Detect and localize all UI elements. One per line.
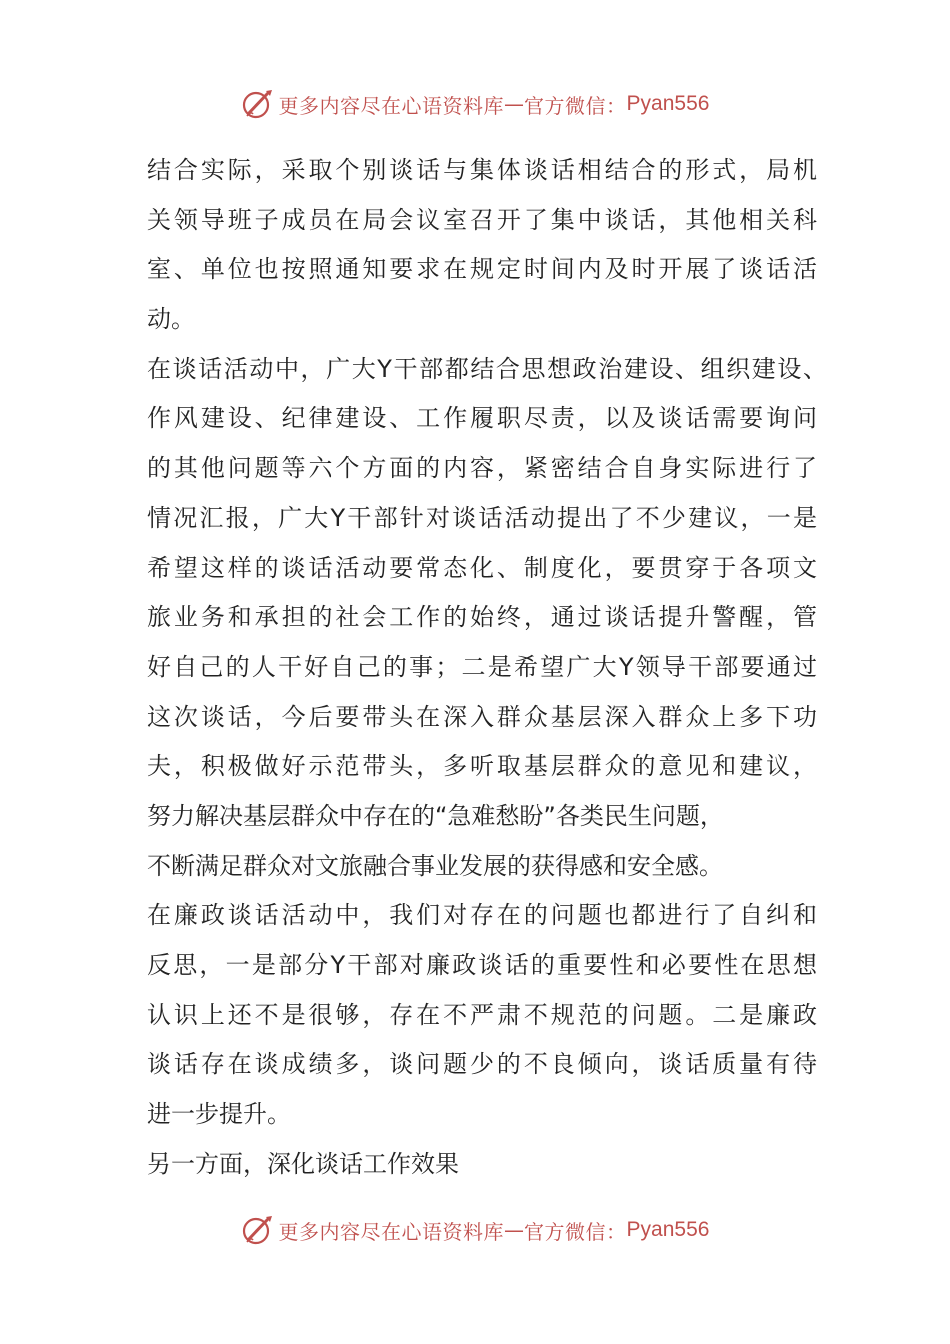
text-line: 室、单位也按照通知要求在规定时间内及时开展了谈话活 xyxy=(147,255,817,284)
text-line: 进一步提升。 xyxy=(147,1100,291,1129)
text-line: 反思，一是部分Y干部对廉政谈话的重要性和必要性在思想 xyxy=(147,951,817,979)
text-line: 夫，积极做好示范带头，多听取基层群众的意见和建议， xyxy=(147,752,817,781)
text-line: 谈话存在谈成绩多，谈问题少的不良倾向，谈话质量有待 xyxy=(147,1050,817,1079)
text-line: 动。 xyxy=(147,305,195,334)
banner-separator: — xyxy=(504,1218,525,1242)
document-body xyxy=(147,146,827,1189)
text-line: 情况汇报，广大Y干部针对谈话活动提出了不少建议，一是 xyxy=(147,503,817,532)
banner-text: 更多内容尽在心语资料库 xyxy=(278,1219,505,1244)
banner-handle: Pyan556 xyxy=(626,1218,710,1241)
banner-separator: — xyxy=(504,92,525,116)
banner-text: 更多内容尽在心语资料库 xyxy=(278,93,505,118)
text-line: 的其他问题等六个方面的内容，紧密结合自身实际进行了 xyxy=(147,454,817,483)
text-line: 旅业务和承担的社会工作的始终，通过谈话提升警醒，管 xyxy=(147,603,817,632)
text-line: 结合实际，采取个别谈话与集体谈话相结合的形式，局机 xyxy=(147,156,817,184)
banner-contact-label: 官方微信： xyxy=(524,93,627,118)
text-line: 好自己的人干好自己的事；二是希望广大Y领导干部要通过 xyxy=(147,652,817,681)
text-line: 在谈话活动中，广大Y干部都结合思想政治建设、组织建设、 xyxy=(147,354,827,383)
text-line: 努力解决基层群众中存在的“急难愁盼”各类民生问题， xyxy=(147,801,724,830)
banner-handle: Pyan556 xyxy=(626,92,710,115)
pen-logo-icon xyxy=(241,1213,275,1247)
text-line: 作风建设、纪律建设、工作履职尽责，以及谈话需要询问 xyxy=(147,404,817,433)
text-line: 不断满足群众对文旅融合事业发展的获得感和安全感。 xyxy=(147,851,723,880)
footer-watermark-banner xyxy=(0,1210,950,1250)
text-line: 在廉政谈话活动中，我们对存在的问题也都进行了自纠和 xyxy=(147,901,817,930)
text-line: 希望这样的谈话活动要常态化、制度化，要贯穿于各项文 xyxy=(147,553,817,582)
text-line: 关领导班子成员在局会议室召开了集中谈话，其他相关科 xyxy=(147,205,817,234)
banner-contact-label: 官方微信： xyxy=(524,1219,627,1244)
header-watermark-banner xyxy=(0,84,950,124)
text-line: 认识上还不是很够，存在不严肃不规范的问题。二是廉政 xyxy=(147,1000,817,1029)
text-line: 这次谈话，今后要带头在深入群众基层深入群众上多下功 xyxy=(147,702,817,731)
text-line: 另一方面，深化谈话工作效果 xyxy=(147,1149,459,1178)
pen-logo-icon xyxy=(241,87,275,121)
